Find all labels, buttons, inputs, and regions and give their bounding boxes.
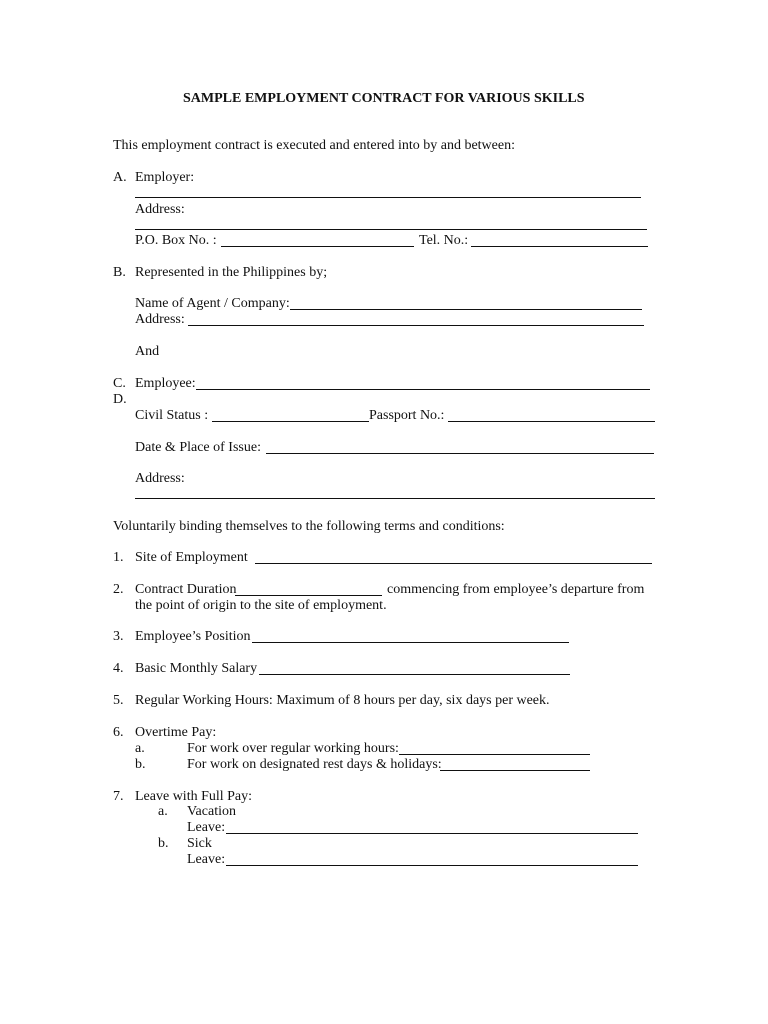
sick-leave-label: Leave: [187,852,226,867]
term-1-number: 1. [113,550,124,565]
section-d-letter: D. [113,392,127,407]
represented-label: Represented in the Philippines by; [135,265,328,280]
tel-blank[interactable] [471,246,648,247]
employee-address-label: Address: [135,471,185,486]
employee-address-blank[interactable] [135,498,655,499]
site-of-employment-label: Site of Employment [135,550,248,565]
agent-label: Name of Agent / Company: [135,296,290,311]
employer-label: Employer: [135,170,195,185]
section-c-letter: C. [113,376,126,391]
section-a-letter: A. [113,170,127,185]
site-of-employment-blank[interactable] [255,563,652,564]
section-b-letter: B. [113,265,126,280]
sick-word: Sick [187,836,212,851]
intro-text: This employment contract is executed and entered into by and between: [113,138,515,153]
basic-salary-blank[interactable] [259,674,570,675]
vacation-word: Vacation [187,804,236,819]
term-5-number: 5. [113,693,124,708]
overtime-rest-days-label: For work on designated rest days & holidays: [187,757,442,772]
employee-label: Employee: [135,376,196,391]
term-7-number: 7. [113,789,124,804]
leave-full-pay-label: Leave with Full Pay: [135,789,253,804]
employee-blank[interactable] [196,389,650,390]
term-4-number: 4. [113,661,124,676]
date-place-label: Date & Place of Issue: [135,440,261,455]
employee-position-blank[interactable] [252,642,569,643]
employer-blank[interactable] [135,197,641,198]
term-2-number: 2. [113,582,124,597]
sick-leave-blank[interactable] [226,865,638,866]
date-place-blank[interactable] [266,453,654,454]
civil-status-blank[interactable] [212,421,369,422]
civil-status-label: Civil Status : [135,408,209,423]
agent-address-label: Address: [135,312,185,327]
contract-duration-label: Contract Duration [135,582,237,597]
agent-address-blank[interactable] [188,325,644,326]
po-box-label: P.O. Box No. : [135,233,217,248]
document-title: SAMPLE EMPLOYMENT CONTRACT FOR VARIOUS SKILLS [183,91,585,106]
passport-blank[interactable] [448,421,655,422]
working-hours-text: Regular Working Hours: Maximum of 8 hours per day, six days per week. [135,693,550,708]
passport-label: Passport No.: [369,408,445,423]
contract-duration-line2: the point of origin to the site of employment. [135,598,387,613]
agent-blank[interactable] [290,309,642,310]
tel-label: Tel. No.: [419,233,469,248]
overtime-rest-days-blank[interactable] [440,770,590,771]
employee-position-label: Employee’s Position [135,629,251,644]
binding-text: Voluntarily binding themselves to the following terms and conditions: [113,519,505,534]
vacation-leave-blank[interactable] [226,833,638,834]
overtime-regular-label: For work over regular working hours: [187,741,399,756]
basic-salary-label: Basic Monthly Salary [135,661,258,676]
leave-b-letter: b. [158,836,169,851]
and-text: And [135,344,160,359]
term-3-number: 3. [113,629,124,644]
contract-duration-blank[interactable] [235,595,382,596]
leave-a-letter: a. [158,804,168,819]
vacation-leave-label: Leave: [187,820,226,835]
overtime-b-letter: b. [135,757,146,772]
overtime-a-letter: a. [135,741,145,756]
employer-address-label: Address: [135,202,185,217]
po-box-blank[interactable] [221,246,414,247]
term-6-number: 6. [113,725,124,740]
employer-address-blank[interactable] [135,229,647,230]
overtime-regular-blank[interactable] [399,754,590,755]
overtime-pay-label: Overtime Pay: [135,725,217,740]
contract-duration-suffix: commencing from employee’s departure from [387,582,645,597]
